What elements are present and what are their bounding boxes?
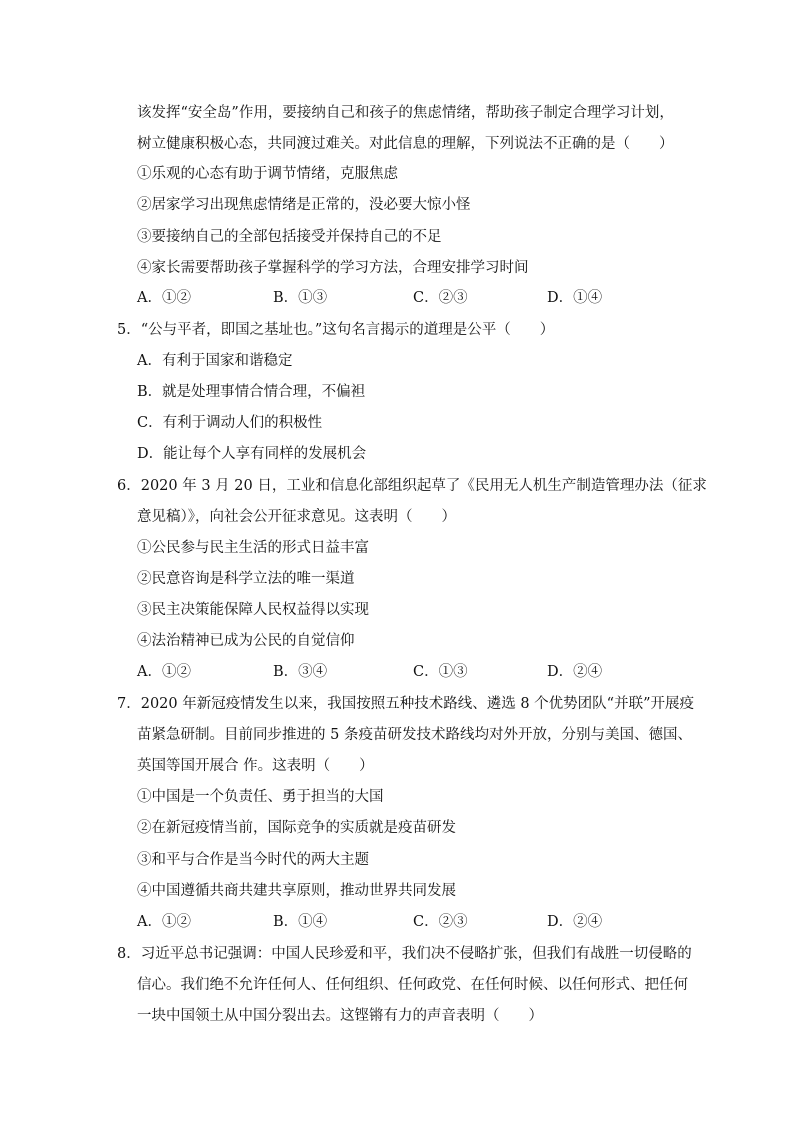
q8-stem-line-2: 信心。我们绝不允许任何人、任何组织、任何政党、在任何时候、以任何形式、把任何: [137, 977, 688, 993]
q4-option-a: A．①②: [137, 290, 191, 306]
q5-stem: 5．“公与平者，即国之基址也。”这句名言揭示的道理是公平（ ）: [117, 322, 555, 338]
q7-option-a: A．①②: [137, 914, 191, 930]
q6-stem-line-1: 6．2020 年 3 月 20 日，工业和信息化部组织起草了《民用无人机生产制造管理办法（征求: [117, 478, 707, 494]
q7-option-d: D．②④: [547, 914, 603, 930]
q6-option-d: D．②④: [547, 664, 603, 680]
q5-option-d: D．能让每个人享有同样的发展机会: [137, 446, 367, 462]
q4-statement-3: ③要接纳自己的全部包括接受并保持自己的不足: [137, 229, 442, 245]
q7-stem-line-1: 7．2020 年新冠疫情发生以来，我国按照五种技术路线、遴选 8 个优势团队“并联”开展疫: [117, 696, 695, 712]
q6-statement-4: ④法治精神已成为公民的自觉信仰: [137, 633, 355, 649]
q5-option-a: A．有利于国家和谐稳定: [137, 353, 293, 369]
q4-statement-2: ②居家学习出现焦虑情绪是正常的，没必要大惊小怪: [137, 197, 471, 213]
q6-statement-3: ③民主决策能保障人民权益得以实现: [137, 602, 369, 618]
q7-statement-4: ④中国遵循共商共建共享原则，推动世界共同发展: [137, 883, 456, 899]
q7-option-b: B．①④: [273, 914, 328, 930]
q5-option-b: B．就是处理事情合情合理，不偏袒: [137, 384, 366, 400]
q4-option-c: C．②③: [413, 290, 468, 306]
q7-statement-1: ①中国是一个负责任、勇于担当的大国: [137, 789, 384, 805]
q4-option-b: B．①③: [273, 290, 328, 306]
q6-statement-2: ②民意咨询是科学立法的唯一渠道: [137, 571, 355, 587]
q4-stem-line-1: 该发挥“安全岛”作用，要接纳自己和孩子的焦虑情绪，帮助孩子制定合理学习计划，: [137, 105, 674, 121]
q4-option-d: D．①④: [547, 290, 603, 306]
q7-stem-line-2: 苗紧急研制。目前同步推进的 5 条疫苗研发技术路线均对外开放，分别与美国、德国、: [137, 727, 692, 743]
q5-option-c: C．有利于调动人们的积极性: [137, 415, 323, 431]
q7-option-c: C．②③: [413, 914, 468, 930]
q6-option-c: C．①③: [413, 664, 468, 680]
q7-statement-2: ②在新冠疫情当前，国际竞争的实质就是疫苗研发: [137, 820, 456, 836]
q6-option-a: A．①②: [137, 664, 191, 680]
q6-option-b: B．③④: [273, 664, 328, 680]
q8-stem-line-3: 一块中国领土从中国分裂出去。这铿锵有力的声音表明（ ）: [137, 1008, 543, 1024]
q7-stem-line-3: 英国等国开展合 作。这表明（ ）: [137, 758, 374, 774]
q4-stem-line-2: 树立健康积极心态，共同渡过难关。对此信息的理解，下列说法不正确的是（ ）: [137, 136, 674, 152]
q6-statement-1: ①公民参与民主生活的形式日益丰富: [137, 540, 369, 556]
q4-statement-4: ④家长需要帮助孩子掌握科学的学习方法，合理安排学习时间: [137, 260, 529, 276]
q4-statement-1: ①乐观的心态有助于调节情绪，克服焦虑: [137, 166, 398, 182]
q7-statement-3: ③和平与合作是当今时代的两大主题: [137, 852, 369, 868]
q8-stem-line-1: 8．习近平总书记强调：中国人民珍爱和平，我们决不侵略扩张，但我们有战胜一切侵略的: [117, 946, 692, 962]
q6-stem-line-2: 意见稿）》，向社会公开征求意见。这表明（ ）: [137, 509, 456, 525]
